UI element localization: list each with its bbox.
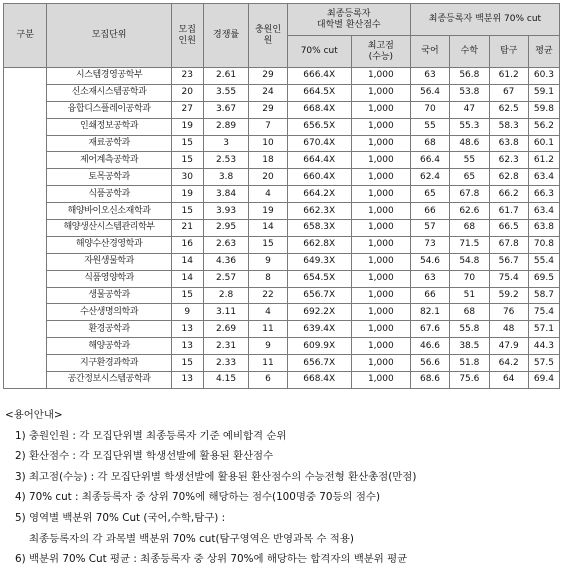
- cell-highest: 1,000: [351, 304, 410, 321]
- header-category: 구분: [4, 4, 47, 68]
- cell-korean: 73: [410, 236, 449, 253]
- cell-competition: 3.55: [203, 84, 249, 101]
- cell-unit: 식품공학과: [47, 186, 171, 203]
- cell-math: 54.8: [450, 253, 489, 270]
- cell-math: 51: [450, 287, 489, 304]
- header-final-score-group: 최종등록자 대학별 환산점수: [287, 4, 410, 36]
- cell-highest: 1,000: [351, 84, 410, 101]
- cell-average: 55.4: [528, 253, 559, 270]
- cell-highest: 1,000: [351, 270, 410, 287]
- cell-average: 60.3: [528, 68, 559, 85]
- cell-unit: 해양공학과: [47, 338, 171, 355]
- cell-inquiry: 66.5: [489, 220, 528, 237]
- header-cut70: 70% cut: [287, 36, 351, 68]
- cell-cut70: 664.4X: [287, 152, 351, 169]
- cell-cut70: 656.5X: [287, 118, 351, 135]
- table-row: [4, 338, 560, 355]
- cell-highest: 1,000: [351, 355, 410, 372]
- glossary-item: 3) 최고점(수능) : 각 모집단위별 학생선발에 활용된 환산점수의 수능전형 환산총점(만점): [15, 470, 417, 483]
- table-row: [4, 203, 560, 220]
- cell-filled: 8: [249, 270, 287, 287]
- cell-highest: 1,000: [351, 253, 410, 270]
- cell-cut70: 660.4X: [287, 169, 351, 186]
- cell-filled: 4: [249, 304, 287, 321]
- cell-highest: 1,000: [351, 68, 410, 85]
- table-row: [4, 152, 560, 169]
- cell-korean: 68.6: [410, 372, 449, 389]
- category-cell: [4, 68, 47, 389]
- cell-quota: 23: [171, 68, 203, 85]
- cell-korean: 66: [410, 287, 449, 304]
- glossary-notes: [5, 405, 560, 570]
- cell-math: 38.5: [450, 338, 489, 355]
- cell-inquiry: 67.8: [489, 236, 528, 253]
- cell-average: 75.4: [528, 304, 559, 321]
- cell-filled: 9: [249, 253, 287, 270]
- cell-math: 70: [450, 270, 489, 287]
- cell-filled: 10: [249, 135, 287, 152]
- glossary-item: 1) 충원인원 : 각 모집단위별 최종등록자 기준 예비합격 순위: [15, 429, 287, 442]
- cell-cut70: 668.4X: [287, 101, 351, 118]
- cell-math: 56.8: [450, 68, 489, 85]
- cell-competition: 2.8: [203, 287, 249, 304]
- cell-cut70: 664.2X: [287, 186, 351, 203]
- cell-korean: 65: [410, 186, 449, 203]
- cell-quota: 13: [171, 338, 203, 355]
- cell-competition: 2.95: [203, 220, 249, 237]
- cell-average: 57.1: [528, 321, 559, 338]
- cell-filled: 19: [249, 203, 287, 220]
- cell-korean: 56.6: [410, 355, 449, 372]
- cell-korean: 57: [410, 220, 449, 237]
- cell-highest: 1,000: [351, 372, 410, 389]
- table-body: [4, 68, 560, 389]
- cell-competition: 4.15: [203, 372, 249, 389]
- cell-inquiry: 47.9: [489, 338, 528, 355]
- cell-competition: 2.89: [203, 118, 249, 135]
- cell-inquiry: 48: [489, 321, 528, 338]
- cell-quota: 16: [171, 236, 203, 253]
- cell-cut70: 662.8X: [287, 236, 351, 253]
- table-row: [4, 68, 560, 85]
- cell-highest: 1,000: [351, 118, 410, 135]
- cell-quota: 15: [171, 135, 203, 152]
- cell-inquiry: 62.5: [489, 101, 528, 118]
- cell-inquiry: 59.2: [489, 287, 528, 304]
- cell-cut70: 668.4X: [287, 372, 351, 389]
- cell-highest: 1,000: [351, 186, 410, 203]
- cell-korean: 82.1: [410, 304, 449, 321]
- cell-korean: 66.4: [410, 152, 449, 169]
- cell-filled: 11: [249, 355, 287, 372]
- table-row: [4, 304, 560, 321]
- cell-filled: 20: [249, 169, 287, 186]
- table-row: [4, 220, 560, 237]
- cell-math: 75.6: [450, 372, 489, 389]
- cell-quota: 15: [171, 355, 203, 372]
- cell-average: 59.8: [528, 101, 559, 118]
- cell-inquiry: 75.4: [489, 270, 528, 287]
- glossary-item: 최종등록자의 각 과목별 백분위 70% cut(탐구영역은 반영과목 수 적용): [29, 532, 354, 545]
- cell-unit: 인쇄정보공학과: [47, 118, 171, 135]
- cell-math: 65: [450, 169, 489, 186]
- cell-unit: 해양생산시스템관리학부: [47, 220, 171, 237]
- cell-quota: 19: [171, 118, 203, 135]
- cell-unit: 토목공학과: [47, 169, 171, 186]
- cell-filled: 29: [249, 101, 287, 118]
- cell-competition: 3: [203, 135, 249, 152]
- cell-filled: 9: [249, 338, 287, 355]
- cell-highest: 1,000: [351, 321, 410, 338]
- cell-competition: 2.33: [203, 355, 249, 372]
- cell-competition: 3.84: [203, 186, 249, 203]
- cell-inquiry: 61.2: [489, 68, 528, 85]
- cell-competition: 3.93: [203, 203, 249, 220]
- table-row: [4, 101, 560, 118]
- cell-average: 59.1: [528, 84, 559, 101]
- cell-quota: 30: [171, 169, 203, 186]
- cell-unit: 자원생물학과: [47, 253, 171, 270]
- cell-unit: 해양수산경영학과: [47, 236, 171, 253]
- cell-competition: 2.61: [203, 68, 249, 85]
- cell-highest: 1,000: [351, 338, 410, 355]
- cell-korean: 46.6: [410, 338, 449, 355]
- cell-unit: 수산생명의학과: [47, 304, 171, 321]
- header-inquiry: 탐구: [489, 36, 528, 68]
- cell-highest: 1,000: [351, 287, 410, 304]
- cell-filled: 11: [249, 321, 287, 338]
- cell-korean: 55: [410, 118, 449, 135]
- cell-math: 55.3: [450, 118, 489, 135]
- table-row: [4, 321, 560, 338]
- cell-inquiry: 63.8: [489, 135, 528, 152]
- cell-average: 66.3: [528, 186, 559, 203]
- cell-quota: 13: [171, 372, 203, 389]
- glossary-item: 6) 백분위 70% Cut 평균 : 최종등록자 중 상위 70%에 해당하는 합격자의 백분위 평균: [15, 553, 408, 566]
- cell-average: 69.5: [528, 270, 559, 287]
- cell-cut70: 656.7X: [287, 287, 351, 304]
- cell-math: 55.8: [450, 321, 489, 338]
- cell-average: 63.8: [528, 220, 559, 237]
- cell-highest: 1,000: [351, 220, 410, 237]
- header-korean: 국어: [410, 36, 449, 68]
- cell-cut70: 692.2X: [287, 304, 351, 321]
- cell-math: 51.8: [450, 355, 489, 372]
- cell-quota: 20: [171, 84, 203, 101]
- cell-cut70: 670.4X: [287, 135, 351, 152]
- cell-korean: 68: [410, 135, 449, 152]
- cell-inquiry: 56.7: [489, 253, 528, 270]
- cell-cut70: 666.4X: [287, 68, 351, 85]
- cell-highest: 1,000: [351, 236, 410, 253]
- cell-competition: 2.57: [203, 270, 249, 287]
- cell-highest: 1,000: [351, 152, 410, 169]
- table-row: [4, 287, 560, 304]
- table-row: [4, 236, 560, 253]
- header-highest: 최고점 (수능): [351, 36, 410, 68]
- table-row: [4, 253, 560, 270]
- cell-korean: 54.6: [410, 253, 449, 270]
- cell-unit: 제어계측공학과: [47, 152, 171, 169]
- cell-quota: 15: [171, 203, 203, 220]
- cell-cut70: 656.7X: [287, 355, 351, 372]
- cell-math: 47: [450, 101, 489, 118]
- cell-math: 68: [450, 220, 489, 237]
- cell-competition: 3.8: [203, 169, 249, 186]
- cell-inquiry: 67: [489, 84, 528, 101]
- cell-cut70: 662.3X: [287, 203, 351, 220]
- cell-math: 68: [450, 304, 489, 321]
- cell-cut70: 609.9X: [287, 338, 351, 355]
- cell-quota: 21: [171, 220, 203, 237]
- header-unit: 모집단위: [47, 4, 171, 68]
- cell-filled: 22: [249, 287, 287, 304]
- cell-unit: 융합디스플레이공학과: [47, 101, 171, 118]
- header-filled: 충원인 원: [249, 4, 287, 68]
- cell-korean: 66: [410, 203, 449, 220]
- cell-inquiry: 64.2: [489, 355, 528, 372]
- cell-cut70: 639.4X: [287, 321, 351, 338]
- cell-unit: 신소재시스템공학과: [47, 84, 171, 101]
- cell-unit: 환경공학과: [47, 321, 171, 338]
- cell-quota: 14: [171, 253, 203, 270]
- header-competition: 경쟁률: [203, 4, 249, 68]
- cell-korean: 63: [410, 68, 449, 85]
- cell-korean: 67.6: [410, 321, 449, 338]
- cell-average: 61.2: [528, 152, 559, 169]
- cell-inquiry: 61.7: [489, 203, 528, 220]
- cell-korean: 62.4: [410, 169, 449, 186]
- cell-average: 63.4: [528, 169, 559, 186]
- cell-average: 56.2: [528, 118, 559, 135]
- cell-math: 62.6: [450, 203, 489, 220]
- cell-cut70: 654.5X: [287, 270, 351, 287]
- cell-quota: 27: [171, 101, 203, 118]
- table-row: [4, 169, 560, 186]
- cell-highest: 1,000: [351, 203, 410, 220]
- cell-quota: 14: [171, 270, 203, 287]
- cell-filled: 7: [249, 118, 287, 135]
- cell-average: 60.1: [528, 135, 559, 152]
- cell-inquiry: 62.3: [489, 152, 528, 169]
- cell-competition: 3.67: [203, 101, 249, 118]
- cell-quota: 9: [171, 304, 203, 321]
- cell-competition: 3.11: [203, 304, 249, 321]
- cell-competition: 4.36: [203, 253, 249, 270]
- cell-highest: 1,000: [351, 135, 410, 152]
- cell-inquiry: 62.8: [489, 169, 528, 186]
- cell-unit: 식품영양학과: [47, 270, 171, 287]
- glossary-item: 5) 영역별 백분위 70% Cut (국어,수학,탐구) :: [15, 511, 226, 524]
- cell-competition: 2.31: [203, 338, 249, 355]
- cell-filled: 24: [249, 84, 287, 101]
- table-row: [4, 118, 560, 135]
- table-row: [4, 270, 560, 287]
- cell-competition: 2.63: [203, 236, 249, 253]
- cell-unit: 시스템경영공학부: [47, 68, 171, 85]
- cell-filled: 6: [249, 372, 287, 389]
- table-row: [4, 372, 560, 389]
- cell-math: 48.6: [450, 135, 489, 152]
- header-percentile-group: 최종등록자 백분위 70% cut: [410, 4, 559, 36]
- cell-unit: 생물공학과: [47, 287, 171, 304]
- cell-highest: 1,000: [351, 169, 410, 186]
- table-row: [4, 186, 560, 203]
- cell-inquiry: 76: [489, 304, 528, 321]
- cell-math: 53.8: [450, 84, 489, 101]
- cell-quota: 15: [171, 152, 203, 169]
- cell-korean: 63: [410, 270, 449, 287]
- cell-math: 55: [450, 152, 489, 169]
- table-row: [4, 355, 560, 372]
- cell-average: 44.3: [528, 338, 559, 355]
- header-math: 수학: [450, 36, 489, 68]
- cell-average: 63.4: [528, 203, 559, 220]
- cell-filled: 15: [249, 236, 287, 253]
- cell-competition: 2.53: [203, 152, 249, 169]
- cell-filled: 14: [249, 220, 287, 237]
- cell-quota: 15: [171, 287, 203, 304]
- cell-average: 58.7: [528, 287, 559, 304]
- glossary-title: <용어안내>: [5, 409, 63, 421]
- cell-quota: 13: [171, 321, 203, 338]
- cell-unit: 지구환경과학과: [47, 355, 171, 372]
- cell-math: 67.8: [450, 186, 489, 203]
- admission-results-table: [3, 3, 560, 389]
- cell-inquiry: 66.2: [489, 186, 528, 203]
- cell-inquiry: 64: [489, 372, 528, 389]
- header-average: 평균: [528, 36, 559, 68]
- glossary-item: 2) 환산점수 : 각 모집단위별 학생선발에 활용된 환산점수: [15, 450, 274, 463]
- cell-filled: 18: [249, 152, 287, 169]
- cell-highest: 1,000: [351, 101, 410, 118]
- cell-korean: 70: [410, 101, 449, 118]
- cell-filled: 29: [249, 68, 287, 85]
- cell-math: 71.5: [450, 236, 489, 253]
- cell-quota: 19: [171, 186, 203, 203]
- cell-average: 57.5: [528, 355, 559, 372]
- table-row: [4, 84, 560, 101]
- cell-unit: 재료공학과: [47, 135, 171, 152]
- cell-average: 69.4: [528, 372, 559, 389]
- cell-average: 70.8: [528, 236, 559, 253]
- cell-cut70: 658.3X: [287, 220, 351, 237]
- cell-cut70: 649.3X: [287, 253, 351, 270]
- cell-filled: 4: [249, 186, 287, 203]
- cell-unit: 공간정보시스템공학과: [47, 372, 171, 389]
- cell-competition: 2.69: [203, 321, 249, 338]
- cell-unit: 해양바이오신소재학과: [47, 203, 171, 220]
- glossary-item: 4) 70% cut : 최종등록자 중 상위 70%에 해당하는 점수(100명중 70등의 점수): [15, 491, 381, 504]
- cell-korean: 56.4: [410, 84, 449, 101]
- header-quota: 모집 인원: [171, 4, 203, 68]
- table-row: [4, 135, 560, 152]
- cell-inquiry: 58.3: [489, 118, 528, 135]
- cell-cut70: 664.5X: [287, 84, 351, 101]
